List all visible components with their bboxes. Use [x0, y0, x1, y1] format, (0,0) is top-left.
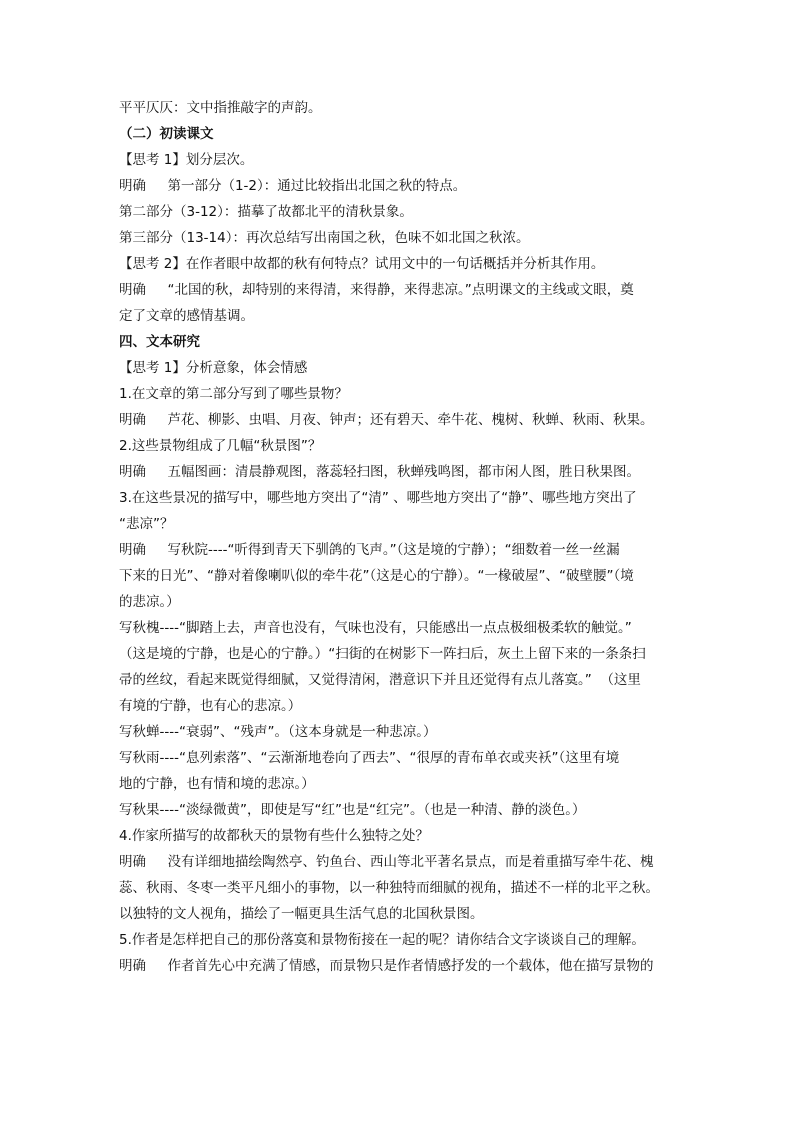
text-line: 写秋槐----“脚踏上去，声音也没有，气味也没有，只能感出一点点极细极柔软的触觉。” — [119, 620, 632, 636]
text-line: 3.在这些景况的描写中，哪些地方突出了“清” 、哪些地方突出了“静”、哪些地方突出了 — [119, 490, 637, 506]
section-heading: 四、文本研究 — [119, 334, 200, 350]
text-line: 以独特的文人视角，描绘了一幅更具生活气息的北国秋景图。 — [119, 906, 484, 922]
text-line: “悲凉”？ — [119, 516, 174, 532]
text-line: 1.在文章的第二部分写到了哪些景物？ — [119, 386, 348, 402]
text-line: 有境的宁静，也有心的悲凉。） — [119, 698, 302, 714]
text-line: 地的宁静，也有情和境的悲凉。） — [119, 776, 315, 792]
text-line: 【思考 1】分析意象，体会情感 — [119, 360, 308, 376]
text-line: 写秋果----“淡绿微黄”，即使是写“红”也是“红完”。（也是一种清、静的淡色。） — [119, 802, 586, 818]
text-line: 写秋雨----“息列索落”、“云渐渐地卷向了西去”、“很厚的青布单衣或夹袄”（这里有境 — [119, 750, 620, 766]
text-line: 4.作家所描写的故都秋天的景物有些什么独特之处？ — [119, 828, 429, 844]
text-line: 5.作者是怎样把自己的那份落寞和景物衔接在一起的呢？请你结合文字谈谈自己的理解。 — [119, 932, 645, 948]
text-line: 帚的丝纹，看起来既觉得细腻，又觉得清闲，潜意识下并且还觉得有点儿落寞。” （这里 — [119, 672, 641, 688]
text-line: 平平仄仄：文中指推敲字的声韵。 — [119, 100, 322, 116]
text-line: 第三部分（13-14）：再次总结写出南国之秋，色味不如北国之秋浓。 — [119, 230, 530, 246]
text-line: 【思考 1】划分层次。 — [119, 152, 254, 168]
text-line: 明确 第一部分（1-2）：通过比较指出北国之秋的特点。 — [119, 178, 467, 194]
text-line: 明确 五幅图画：清晨静观图，落蕊轻扫图，秋蝉残鸣图，都市闲人图，胜日秋果图。 — [119, 464, 640, 480]
text-line: 写秋蝉----“衰弱”、“残声”。（这本身就是一种悲凉。） — [119, 724, 437, 740]
section-heading: （二）初读课文 — [119, 126, 214, 142]
document-body — [119, 95, 679, 979]
text-line: （这是境的宁静，也是心的宁静。）“扫街的在树影下一阵扫后，灰土上留下来的一条条扫 — [119, 646, 646, 662]
text-line: 明确 写秋院----“听得到青天下驯鸽的飞声。”（这是境的宁静）；“细数着一丝一丝漏 — [119, 542, 620, 558]
text-line: 第二部分（3-12）：描摹了故都北平的清秋景象。 — [119, 204, 413, 220]
text-line: 【思考 2】在作者眼中故都的秋有何特点？试用文中的一句话概括并分析其作用。 — [119, 256, 605, 272]
text-line: 定了文章的感情基调。 — [119, 308, 254, 324]
text-line: 明确 作者首先心中充满了情感，而景物只是作者情感抒发的一个载体，他在描写景物的 — [119, 958, 654, 974]
text-line: 明确 芦花、柳影、虫唱、月夜、钟声；还有碧天、牵牛花、槐树、秋蝉、秋雨、秋果。 — [119, 412, 654, 428]
text-line: 蕊、秋雨、冬枣一类平凡细小的事物，以一种独特而细腻的视角，描述不一样的北平之秋。 — [119, 880, 659, 896]
text-line: 下来的日光”、“静对着像喇叭似的牵牛花”（这是心的宁静）。“一椽破屋”、“破壁腰”（境 — [119, 568, 634, 584]
text-line: 的悲凉。） — [119, 594, 180, 610]
text-line: 明确 “北国的秋，却特别的来得清，来得静，来得悲凉。”点明课文的主线或文眼，奠 — [119, 282, 634, 298]
text-line: 明确 没有详细地描绘陶然亭、钓鱼台、西山等北平著名景点，而是着重描写牵牛花、槐 — [119, 854, 654, 870]
text-line: 2.这些景物组成了几幅“秋景图”？ — [119, 438, 322, 454]
